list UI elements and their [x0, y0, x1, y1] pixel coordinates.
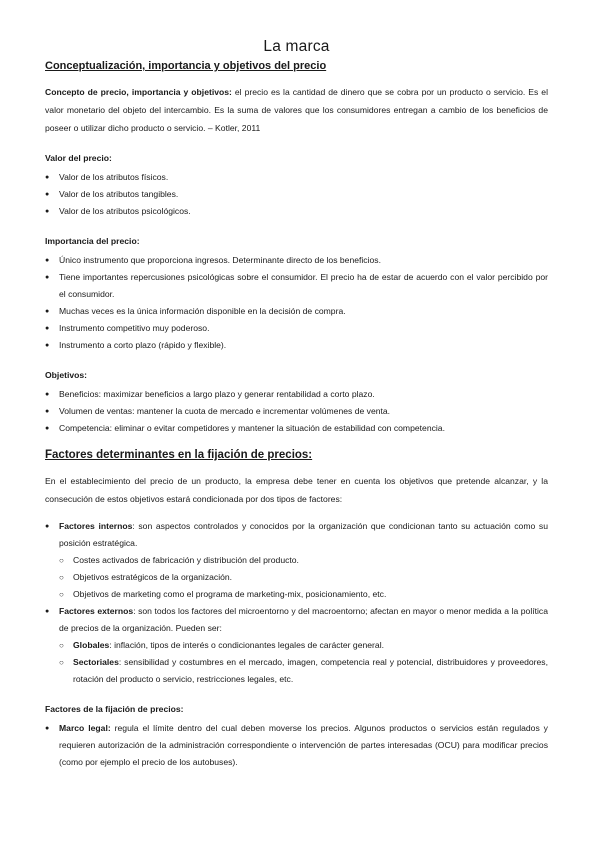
section-heading-conceptualizacion: Conceptualización, importancia y objetivos del precio	[45, 60, 327, 72]
marco-text: regula el límite dentro del cual deben moverse los precios. Algunos productos o servicios están regulados y requieren autorización de la administración correspondiente o intervención de partes interesadas (OCU) para modificar precios (como por ejemplo el precio de los autobuses).	[59, 723, 548, 767]
valor-list	[45, 169, 548, 220]
concept-paragraph	[45, 83, 548, 137]
objetivos-list	[45, 386, 548, 437]
list-item: ● Tiene importantes repercusiones psicológicas sobre el consumidor. El precio ha de estar de acuerdo con el valor percibido por el consumidor.	[45, 269, 548, 303]
externos-sublist-wrapper	[45, 637, 548, 688]
list-item: ● Valor de los atributos tangibles.	[45, 186, 548, 203]
globales-label: Globales	[73, 640, 110, 650]
section-heading-factores-determinantes: Factores determinantes en la fijación de precios:	[45, 449, 313, 461]
sectoriales-text: : sensibilidad y costumbres en el mercado, imagen, competencia real y potencial, distribuidores y proveedores, rotación del producto o servicio, restricciones legales, etc.	[73, 657, 548, 684]
list-item: ● Competencia: eliminar o evitar competidores y mantener la situación de estabilidad con competencia.	[45, 420, 548, 437]
globales-item	[45, 637, 548, 654]
list-item: ● Instrumento a corto plazo (rápido y flexible).	[45, 337, 548, 354]
factores-list	[45, 518, 548, 688]
factores-internos-item	[45, 518, 548, 552]
subheading-factores-fijacion: Factores de la fijación de precios:	[45, 704, 184, 714]
factores-intro: En el establecimiento del precio de un producto, la empresa debe tener en cuenta los objetivos que pretende alcanzar, y la consecución de estos objetivos estará condicionada por dos tipos de factores:	[45, 476, 548, 504]
list-item: ○ Costes activados de fabricación y distribución del producto.	[45, 552, 548, 569]
internos-sublist	[45, 552, 548, 603]
factores-externos-item	[45, 603, 548, 637]
externos-sublist	[45, 637, 548, 688]
list-item: ● Valor de los atributos psicológicos.	[45, 203, 548, 220]
internos-label: Factores internos	[59, 521, 133, 531]
globales-text: : inflación, tipos de interés o condicionantes legales de carácter general.	[109, 640, 384, 650]
concept-label: Concepto de precio, importancia y objetivos:	[45, 87, 232, 97]
list-item: ● Único instrumento que proporciona ingresos. Determinante directo de los beneficios.	[45, 252, 548, 269]
list-item: ○ Objetivos de marketing como el programa de marketing-mix, posicionamiento, etc.	[45, 586, 548, 603]
internos-text: : son aspectos controlados y conocidos por la organización que condicionan tanto su actuación como su posición estratégica.	[59, 521, 548, 548]
externos-label: Factores externos	[59, 606, 134, 616]
subheading-valor: Valor del precio:	[45, 153, 112, 163]
sectoriales-label: Sectoriales	[73, 657, 119, 667]
sectoriales-item	[45, 654, 548, 688]
list-item: ○ Objetivos estratégicos de la organización.	[45, 569, 548, 586]
list-item: ● Muchas veces es la única información disponible en la decisión de compra.	[45, 303, 548, 320]
externos-text: : son todos los factores del microentorno y del macroentorno; afectan en mayor o menor medida a la política de precios de la organización. Pueden ser:	[59, 606, 548, 633]
concept-text: el precio es la cantidad de dinero que se cobra por un producto o servicio. Es el valor monetario del objeto del intercambio. Es la suma de valores que los consumidores entregan a cambio de los beneficios de poseer o utilizar dicho producto o servicio. – Kotler, 2011	[45, 87, 548, 133]
list-item: ● Beneficios: maximizar beneficios a largo plazo y generar rentabilidad a corto plazo.	[45, 386, 548, 403]
list-item: ● Instrumento competitivo muy poderoso.	[45, 320, 548, 337]
marco-label: Marco legal:	[59, 723, 111, 733]
marco-legal-item	[45, 720, 548, 771]
importancia-list	[45, 252, 548, 354]
list-item: ● Valor de los atributos físicos.	[45, 169, 548, 186]
subheading-objetivos: Objetivos:	[45, 370, 88, 380]
list-item: ● Volumen de ventas: mantener la cuota de mercado e incrementar volúmenes de venta.	[45, 403, 548, 420]
page-title: La marca	[263, 38, 330, 55]
subheading-importancia: Importancia del precio:	[45, 236, 140, 246]
internos-sublist-wrapper	[45, 552, 548, 603]
fijacion-list	[45, 720, 548, 771]
